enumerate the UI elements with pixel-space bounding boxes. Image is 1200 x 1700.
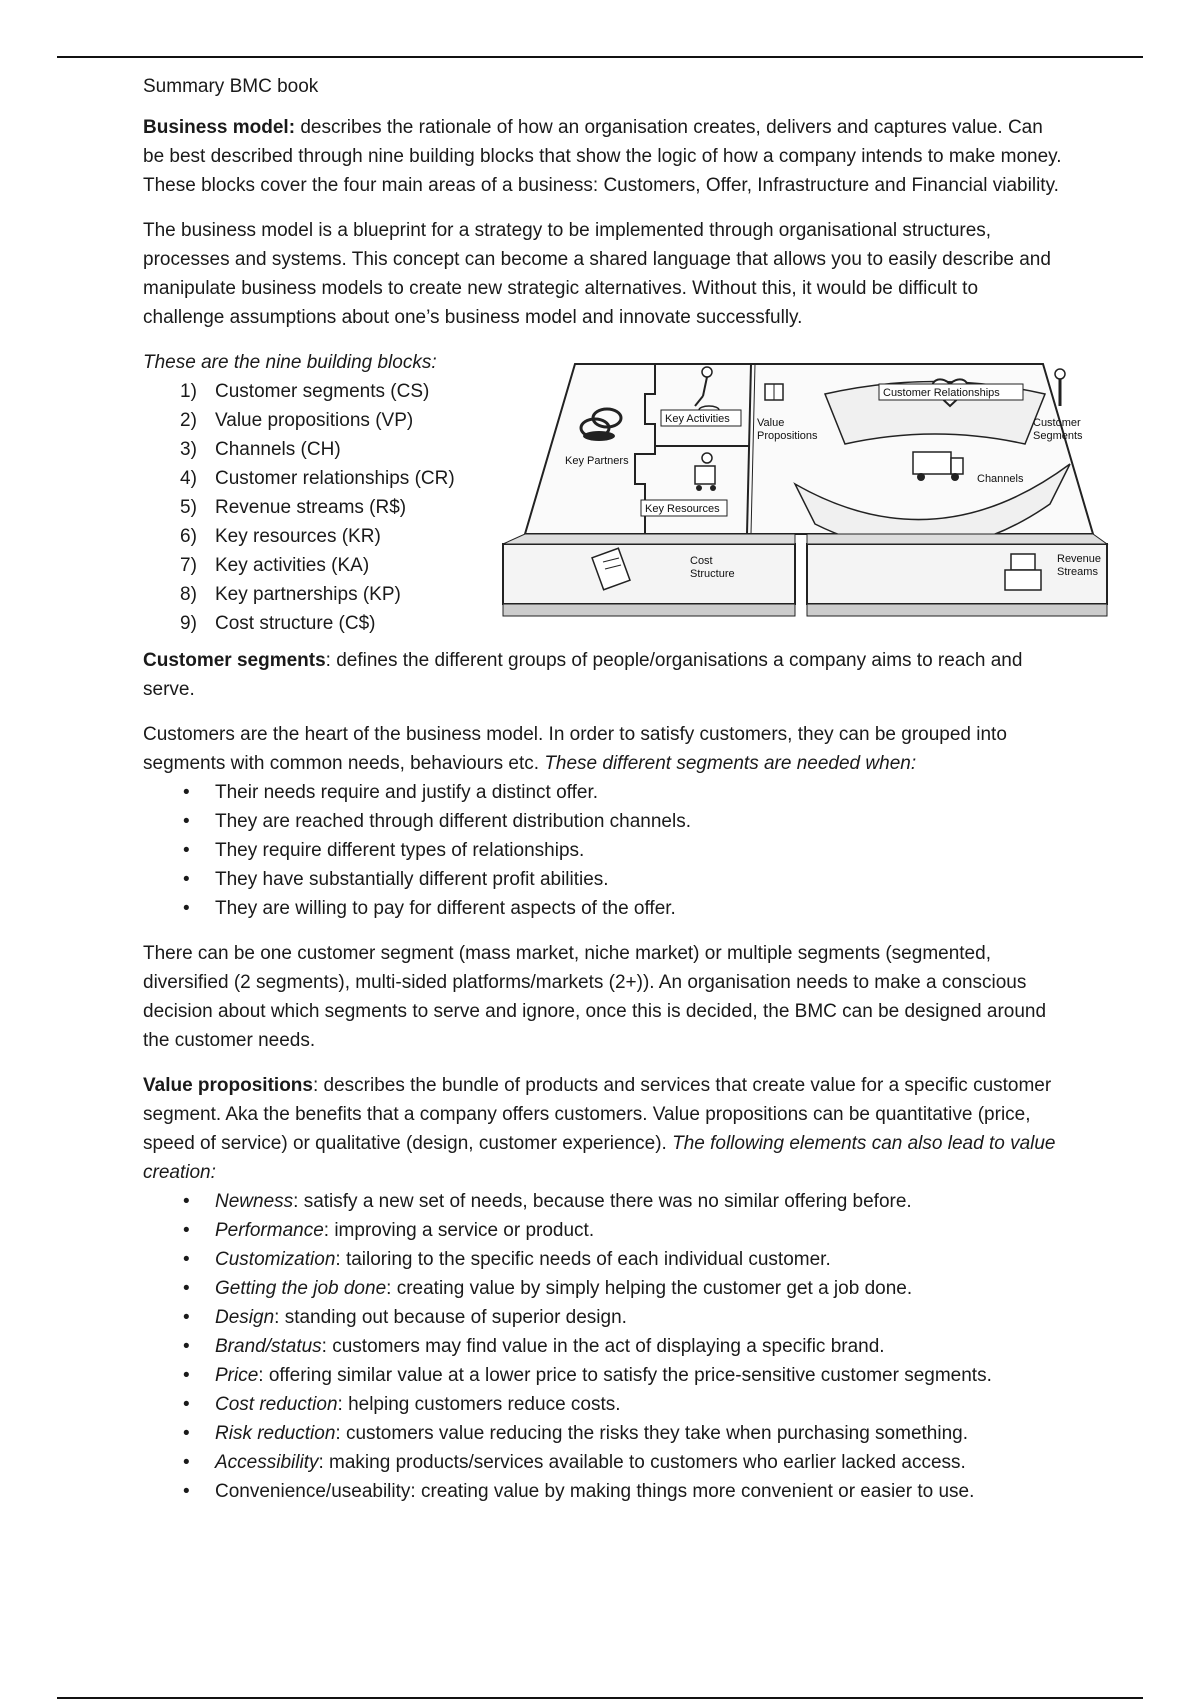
bullet-term: Design <box>215 1307 275 1328</box>
list-item <box>143 1477 1063 1506</box>
value-propositions-definition-text: : describes the bundle of products and services that create value for a specific customer segment. Aka the benefits that a company offers customers. Value propositions can be quantitative (price, speed of service) or qualitative (design, customer experience). <box>143 1075 1052 1154</box>
customer-segments-label-line2: Segments <box>1033 430 1083 442</box>
list-item <box>180 580 483 609</box>
revenue-streams-label-line1: Revenue <box>1057 553 1102 565</box>
key-partners-label: Key Partners <box>565 455 629 467</box>
customer-segments-paragraph <box>143 720 1063 778</box>
list-item <box>180 406 483 435</box>
cash-register-icon <box>1005 554 1041 590</box>
gift-icon <box>765 384 783 400</box>
list-label: Channels (CH) <box>215 439 341 460</box>
bullet-text: : customers may find value in the act of displaying a specific brand. <box>321 1336 885 1357</box>
list-label: Cost structure (C$) <box>215 613 376 634</box>
list-item <box>143 1303 1063 1332</box>
key-activities-label: Key Activities <box>665 413 730 425</box>
value-propositions-definition <box>143 1071 1063 1187</box>
list-label: Key activities (KA) <box>215 555 370 576</box>
revenue-streams-label-line2: Streams <box>1057 566 1098 578</box>
value-propositions-definition-italic: The following elements can also lead to value creation: <box>143 1133 1056 1183</box>
building-blocks-heading <box>143 348 483 377</box>
list-item: • They require different types of relationships. <box>143 836 1063 865</box>
bullet-term: Customization <box>215 1249 336 1270</box>
list-number: 8) <box>180 584 197 605</box>
document-body <box>143 72 1102 1522</box>
list-number: 3) <box>180 439 197 460</box>
list-item <box>143 1448 1063 1477</box>
bullet-term: Performance <box>215 1220 324 1241</box>
list-item <box>143 1390 1063 1419</box>
building-blocks-list-area <box>143 348 483 638</box>
cost-structure-label-line2: Structure <box>690 568 735 580</box>
list-item <box>180 377 483 406</box>
revenue-streams-base <box>807 604 1107 616</box>
customer-segments-term: Customer segments <box>143 650 326 671</box>
blueprint-paragraph: The business model is a blueprint for a strategy to be implemented through organisational structures, processes and systems. This concept can become a shared language that allows you to easily describe and manipulate business models to create new strategic alternatives. Without this, it would be difficult to challenge assumptions about one’s business model and innovate successfully. <box>143 220 1051 328</box>
list-label: Revenue streams (R$) <box>215 497 407 518</box>
list-number: 9) <box>180 613 197 634</box>
bullet-text: : improving a service or product. <box>323 1220 595 1241</box>
list-item <box>180 493 483 522</box>
list-item <box>180 551 483 580</box>
list-number: 2) <box>180 410 197 431</box>
customer-relationships-label: Customer Relationships <box>883 387 1000 399</box>
bottom-rule <box>57 1697 1143 1699</box>
building-blocks-section <box>143 348 1102 638</box>
page-title: Summary BMC book <box>143 76 319 97</box>
cost-structure-top <box>503 534 795 544</box>
list-label: Value propositions (VP) <box>215 410 414 431</box>
customer-segments-para-italic: These different segments are needed when: <box>544 753 917 774</box>
list-item <box>180 522 483 551</box>
business-model-text: describes the rationale of how an organisation creates, delivers and captures value. Can be best described through nine building blocks that show the logic of how a company intends to make money. These blocks cover the four main areas of a business: Customers, Offer, Infrastructure and Financial viability. <box>143 117 1062 196</box>
list-label: Key resources (KR) <box>215 526 381 547</box>
business-model-canvas-figure <box>495 354 1110 626</box>
cost-structure-block <box>503 544 795 604</box>
bullet-text: : standing out because of superior design. <box>274 1307 627 1328</box>
list-item <box>143 1216 1063 1245</box>
list-number: 5) <box>180 497 197 518</box>
bullet-text: : helping customers reduce costs. <box>337 1394 621 1415</box>
bullet-term: Accessibility <box>215 1452 319 1473</box>
list-item <box>180 435 483 464</box>
list-label: Key partnerships (KP) <box>215 584 401 605</box>
bullet-term: Cost reduction <box>215 1394 338 1415</box>
list-label: Customer segments (CS) <box>215 381 430 402</box>
bullet-term: Getting the job done <box>215 1278 387 1299</box>
list-item <box>143 1332 1063 1361</box>
bullet-text: : tailoring to the specific needs of each individual customer. <box>335 1249 831 1270</box>
person-icon <box>1055 369 1065 406</box>
building-blocks-heading-text: These are the nine building blocks: <box>143 352 437 373</box>
list-item <box>143 1361 1063 1390</box>
channels-label: Channels <box>977 473 1024 485</box>
list-item <box>143 1245 1063 1274</box>
customer-segments-closing: There can be one customer segment (mass market, niche market) or multiple segments (segmented, diversified (2 segments), multi-sided platforms/markets (2+)). An organisation needs to make a conscious decision about which segments to serve and ignore, once this is decided, the BMC can be designed around the customer needs. <box>143 943 1047 1051</box>
list-item: • Their needs require and justify a distinct offer. <box>143 778 1063 807</box>
bullet-text: : creating value by simply helping the customer get a job done. <box>386 1278 913 1299</box>
list-number: 6) <box>180 526 197 547</box>
list-item <box>180 464 483 493</box>
customer-segments-definition-text: : defines the different groups of people/organisations a company aims to reach and serve. <box>143 650 1023 700</box>
top-rule <box>57 56 1143 58</box>
customer-segments-definition <box>143 646 1063 704</box>
value-propositions-term: Value propositions <box>143 1075 313 1096</box>
customer-segments-label-line1: Customer <box>1033 417 1081 429</box>
bullet-term: Price <box>215 1365 259 1386</box>
cost-structure-label-line1: Cost <box>690 555 713 567</box>
list-item <box>143 1274 1063 1303</box>
list-item <box>180 609 483 638</box>
list-item <box>143 1419 1063 1448</box>
value-propositions-label-line1: Value <box>757 417 785 429</box>
bullet-text: Convenience/useability: creating value by making things more convenient or easier to use. <box>215 1481 975 1502</box>
business-model-paragraph <box>143 113 1063 200</box>
business-model-term: Business model: <box>143 117 296 138</box>
key-resources-label: Key Resources <box>645 503 720 515</box>
list-item: • They are willing to pay for different aspects of the offer. <box>143 894 1063 923</box>
list-item: • They have substantially different profit abilities. <box>143 865 1063 894</box>
bullet-text: : making products/services available to customers who earlier lacked access. <box>318 1452 966 1473</box>
bullet-term: Brand/status <box>215 1336 322 1357</box>
value-creation-bullets <box>143 1187 1063 1506</box>
list-number: 1) <box>180 381 197 402</box>
building-blocks-list <box>143 377 483 638</box>
bullet-text: : customers value reducing the risks they take when purchasing something. <box>335 1423 968 1444</box>
list-number: 7) <box>180 555 197 576</box>
bullet-text: : offering similar value at a lower price to satisfy the price-sensitive customer segments. <box>258 1365 992 1386</box>
list-item <box>143 1187 1063 1216</box>
bullet-text: : satisfy a new set of needs, because there was no similar offering before. <box>293 1191 912 1212</box>
value-propositions-label-line2: Propositions <box>757 430 818 442</box>
bullet-term: Newness <box>215 1191 294 1212</box>
list-number: 4) <box>180 468 197 489</box>
list-item: • They are reached through different distribution channels. <box>143 807 1063 836</box>
customer-segments-bullets <box>143 778 1063 923</box>
list-label: Customer relationships (CR) <box>215 468 455 489</box>
customer-segments-para-text: Customers are the heart of the business model. In order to satisfy customers, they can be grouped into segments with common needs, behaviours etc. <box>143 724 1007 774</box>
cost-structure-base <box>503 604 795 616</box>
revenue-streams-top <box>807 534 1107 544</box>
bullet-term: Risk reduction <box>215 1423 336 1444</box>
